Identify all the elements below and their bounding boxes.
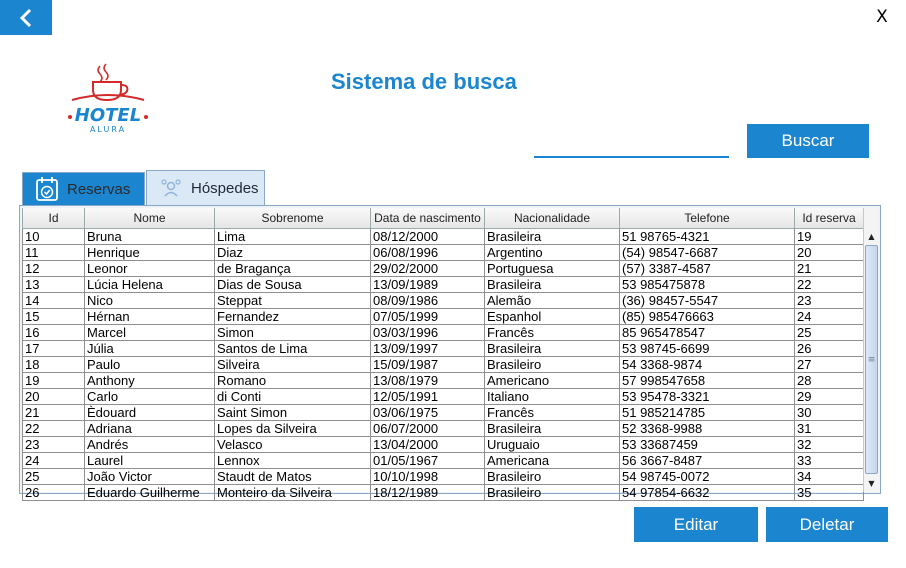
table-cell[interactable]: 85 965478547 — [620, 325, 795, 341]
table-cell[interactable]: 53 33687459 — [620, 437, 795, 453]
column-header[interactable]: Id — [23, 208, 85, 229]
guests-icon — [157, 174, 185, 202]
table-cell[interactable]: 19 — [795, 229, 864, 245]
table-cell[interactable]: Brasileira — [485, 229, 620, 245]
table-cell[interactable]: 12 — [23, 261, 85, 277]
table-cell[interactable]: Americano — [485, 373, 620, 389]
scroll-up-button[interactable] — [864, 229, 879, 244]
page-title: Sistema de busca — [331, 69, 517, 94]
table-row[interactable] — [23, 485, 864, 501]
table-cell[interactable]: 20 — [795, 245, 864, 261]
table-cell[interactable]: Henrique — [85, 245, 215, 261]
table-cell[interactable]: 19 — [23, 373, 85, 389]
table-cell[interactable]: Diaz — [215, 245, 371, 261]
table-cell[interactable]: Brasileiro — [485, 469, 620, 485]
table-cell[interactable]: 29 — [795, 389, 864, 405]
table-row[interactable] — [23, 261, 864, 277]
table-cell[interactable]: (57) 3387-4587 — [620, 261, 795, 277]
table-cell[interactable]: 18 — [23, 357, 85, 373]
table-cell[interactable]: Eduardo Guilherme — [85, 485, 215, 501]
table-cell[interactable]: Andrés — [85, 437, 215, 453]
back-button[interactable] — [0, 0, 52, 35]
tab-reservas-label: Reservas — [67, 180, 131, 198]
scroll-thumb[interactable] — [865, 245, 878, 474]
table-cell[interactable]: 22 — [795, 277, 864, 293]
table-cell[interactable]: Èdouard — [85, 405, 215, 421]
table-cell[interactable]: Brasileira — [485, 421, 620, 437]
table-cell[interactable]: Espanhol — [485, 309, 620, 325]
table-cell[interactable]: 30 — [795, 405, 864, 421]
table-cell[interactable]: 13/04/2000 — [371, 437, 485, 453]
tab-hospedes[interactable] — [146, 170, 265, 205]
table-cell[interactable]: 21 — [23, 405, 85, 421]
search-input[interactable] — [534, 128, 729, 158]
table-cell[interactable]: 07/05/1999 — [371, 309, 485, 325]
table-cell[interactable]: Uruguaio — [485, 437, 620, 453]
table-cell[interactable]: 35 — [795, 485, 864, 501]
table-cell[interactable]: 54 97854-6632 — [620, 485, 795, 501]
search-button[interactable]: Buscar — [747, 124, 869, 158]
table-cell[interactable]: 13/09/1989 — [371, 277, 485, 293]
table-cell[interactable]: 06/07/2000 — [371, 421, 485, 437]
table-cell[interactable]: 20 — [23, 389, 85, 405]
table-cell[interactable]: Staudt de Matos — [215, 469, 371, 485]
table-cell[interactable]: 01/05/1967 — [371, 453, 485, 469]
column-header[interactable]: Nome — [85, 208, 215, 229]
table-cell[interactable]: 25 — [795, 325, 864, 341]
guests-table-viewport — [22, 208, 863, 500]
scroll-down-button[interactable] — [864, 476, 879, 491]
table-cell[interactable]: 52 3368-9988 — [620, 421, 795, 437]
table-row[interactable] — [23, 309, 864, 325]
table-cell[interactable]: Americana — [485, 453, 620, 469]
table-cell[interactable]: 32 — [795, 437, 864, 453]
table-cell[interactable]: Laurel — [85, 453, 215, 469]
table-cell[interactable]: Monteiro da Silveira — [215, 485, 371, 501]
table-cell[interactable]: Bruna — [85, 229, 215, 245]
guests-table — [22, 208, 864, 501]
column-header[interactable]: Data de nascimento — [371, 208, 485, 229]
scroll-down-arrow-icon: ▼ — [868, 479, 875, 488]
table-cell[interactable]: 10/10/1998 — [371, 469, 485, 485]
table-cell[interactable]: 24 — [23, 453, 85, 469]
table-row[interactable] — [23, 421, 864, 437]
table-cell[interactable]: 16 — [23, 325, 85, 341]
table-cell[interactable]: 08/12/2000 — [371, 229, 485, 245]
table-cell[interactable]: Saint Simon — [215, 405, 371, 421]
table-row[interactable] — [23, 389, 864, 405]
table-row[interactable] — [23, 373, 864, 389]
table-cell[interactable]: Hérnan — [85, 309, 215, 325]
table-cell[interactable]: 53 985475878 — [620, 277, 795, 293]
table-cell[interactable]: 23 — [23, 437, 85, 453]
table-cell[interactable]: 53 98745-6699 — [620, 341, 795, 357]
table-cell[interactable]: 29/02/2000 — [371, 261, 485, 277]
table-cell[interactable]: Alemão — [485, 293, 620, 309]
table-cell[interactable]: 03/03/1996 — [371, 325, 485, 341]
table-cell[interactable]: 56 3667-8487 — [620, 453, 795, 469]
table-cell[interactable]: 22 — [23, 421, 85, 437]
table-cell[interactable]: 18/12/1989 — [371, 485, 485, 501]
column-header[interactable]: Sobrenome — [215, 208, 371, 229]
table-row[interactable] — [23, 469, 864, 485]
table-cell[interactable]: 06/08/1996 — [371, 245, 485, 261]
table-cell[interactable]: Brasileira — [485, 341, 620, 357]
table-cell[interactable]: (54) 98547-6687 — [620, 245, 795, 261]
table-cell[interactable]: Brasileira — [485, 277, 620, 293]
table-cell[interactable]: 08/09/1986 — [371, 293, 485, 309]
table-cell[interactable]: 24 — [795, 309, 864, 325]
close-button[interactable]: X — [876, 7, 888, 27]
table-cell[interactable]: Santos de Lima — [215, 341, 371, 357]
table-cell[interactable]: Júlia — [85, 341, 215, 357]
table-cell[interactable]: 14 — [23, 293, 85, 309]
table-cell[interactable]: 12/05/1991 — [371, 389, 485, 405]
table-cell[interactable]: Anthony — [85, 373, 215, 389]
table-cell[interactable]: Leonor — [85, 261, 215, 277]
table-row[interactable] — [23, 341, 864, 357]
delete-button[interactable]: Deletar — [766, 507, 888, 542]
table-cell[interactable]: (36) 98457-5547 — [620, 293, 795, 309]
table-cell[interactable]: 26 — [795, 341, 864, 357]
table-cell[interactable]: João Victor — [85, 469, 215, 485]
table-scrollbar[interactable] — [863, 208, 879, 492]
table-cell[interactable]: 13/09/1997 — [371, 341, 485, 357]
table-cell[interactable]: Adriana — [85, 421, 215, 437]
table-cell[interactable]: Carlo — [85, 389, 215, 405]
table-cell[interactable]: 03/06/1975 — [371, 405, 485, 421]
table-row[interactable] — [23, 277, 864, 293]
table-cell[interactable]: 33 — [795, 453, 864, 469]
table-cell[interactable]: Lennox — [215, 453, 371, 469]
table-cell[interactable]: 15 — [23, 309, 85, 325]
table-cell[interactable]: 34 — [795, 469, 864, 485]
table-cell[interactable]: 15/09/1987 — [371, 357, 485, 373]
table-cell[interactable]: 13/08/1979 — [371, 373, 485, 389]
hotel-logo-icon — [60, 62, 156, 134]
table-cell[interactable]: Italiano — [485, 389, 620, 405]
table-cell[interactable]: Steppat — [215, 293, 371, 309]
svg-text:HOTEL: HOTEL — [74, 105, 142, 126]
table-cell[interactable]: 54 98745-0072 — [620, 469, 795, 485]
edit-button[interactable]: Editar — [634, 507, 758, 542]
table-cell[interactable]: 57 998547658 — [620, 373, 795, 389]
table-cell[interactable]: (85) 985476663 — [620, 309, 795, 325]
table-cell[interactable]: Francês — [485, 405, 620, 421]
table-cell[interactable]: Paulo — [85, 357, 215, 373]
table-cell[interactable]: Lopes da Silveira — [215, 421, 371, 437]
table-cell[interactable]: Marcel — [85, 325, 215, 341]
table-cell[interactable]: 51 98765-4321 — [620, 229, 795, 245]
table-cell[interactable]: Dias de Sousa — [215, 277, 371, 293]
table-header-row — [23, 208, 864, 229]
table-row[interactable] — [23, 437, 864, 453]
table-cell[interactable]: 25 — [23, 469, 85, 485]
table-cell[interactable]: 13 — [23, 277, 85, 293]
column-header[interactable]: Id reserva — [795, 208, 864, 229]
table-cell[interactable]: 11 — [23, 245, 85, 261]
column-header[interactable]: Nacionalidade — [485, 208, 620, 229]
table-cell[interactable]: Lúcia Helena — [85, 277, 215, 293]
svg-text:ALURA: ALURA — [89, 125, 127, 134]
table-cell[interactable]: 27 — [795, 357, 864, 373]
table-cell[interactable]: 10 — [23, 229, 85, 245]
table-cell[interactable]: Brasileiro — [485, 485, 620, 501]
chevron-left-icon — [19, 8, 33, 28]
table-cell[interactable]: 17 — [23, 341, 85, 357]
column-header[interactable]: Telefone — [620, 208, 795, 229]
table-cell[interactable]: Lima — [215, 229, 371, 245]
table-cell[interactable]: 26 — [23, 485, 85, 501]
table-cell[interactable]: di Conti — [215, 389, 371, 405]
table-cell[interactable]: Romano — [215, 373, 371, 389]
table-cell[interactable]: Brasileiro — [485, 357, 620, 373]
table-cell[interactable]: Argentino — [485, 245, 620, 261]
table-cell[interactable]: 21 — [795, 261, 864, 277]
table-row[interactable] — [23, 325, 864, 341]
table-cell[interactable]: Nico — [85, 293, 215, 309]
calendar-check-icon — [33, 175, 61, 203]
table-row[interactable] — [23, 357, 864, 373]
table-row[interactable] — [23, 229, 864, 245]
table-row[interactable] — [23, 245, 864, 261]
table-cell[interactable]: Francês — [485, 325, 620, 341]
scroll-up-arrow-icon: ▲ — [868, 232, 875, 241]
table-cell[interactable]: 28 — [795, 373, 864, 389]
table-cell[interactable]: 31 — [795, 421, 864, 437]
table-cell[interactable]: 23 — [795, 293, 864, 309]
table-cell[interactable]: Silveira — [215, 357, 371, 373]
table-row[interactable] — [23, 293, 864, 309]
table-cell[interactable]: 53 95478-3321 — [620, 389, 795, 405]
table-body — [23, 229, 864, 501]
table-cell[interactable]: de Bragança — [215, 261, 371, 277]
table-row[interactable] — [23, 405, 864, 421]
table-cell[interactable]: Portuguesa — [485, 261, 620, 277]
table-cell[interactable]: 54 3368-9874 — [620, 357, 795, 373]
table-cell[interactable]: Velasco — [215, 437, 371, 453]
hotel-logo — [60, 62, 156, 134]
table-cell[interactable]: Simon — [215, 325, 371, 341]
tab-reservas[interactable] — [22, 172, 145, 205]
table-row[interactable] — [23, 453, 864, 469]
tab-hospedes-label: Hóspedes — [191, 179, 259, 197]
table-cell[interactable]: 51 985214785 — [620, 405, 795, 421]
table-cell[interactable]: Fernandez — [215, 309, 371, 325]
grip-lines-icon: ≡ — [867, 354, 876, 365]
